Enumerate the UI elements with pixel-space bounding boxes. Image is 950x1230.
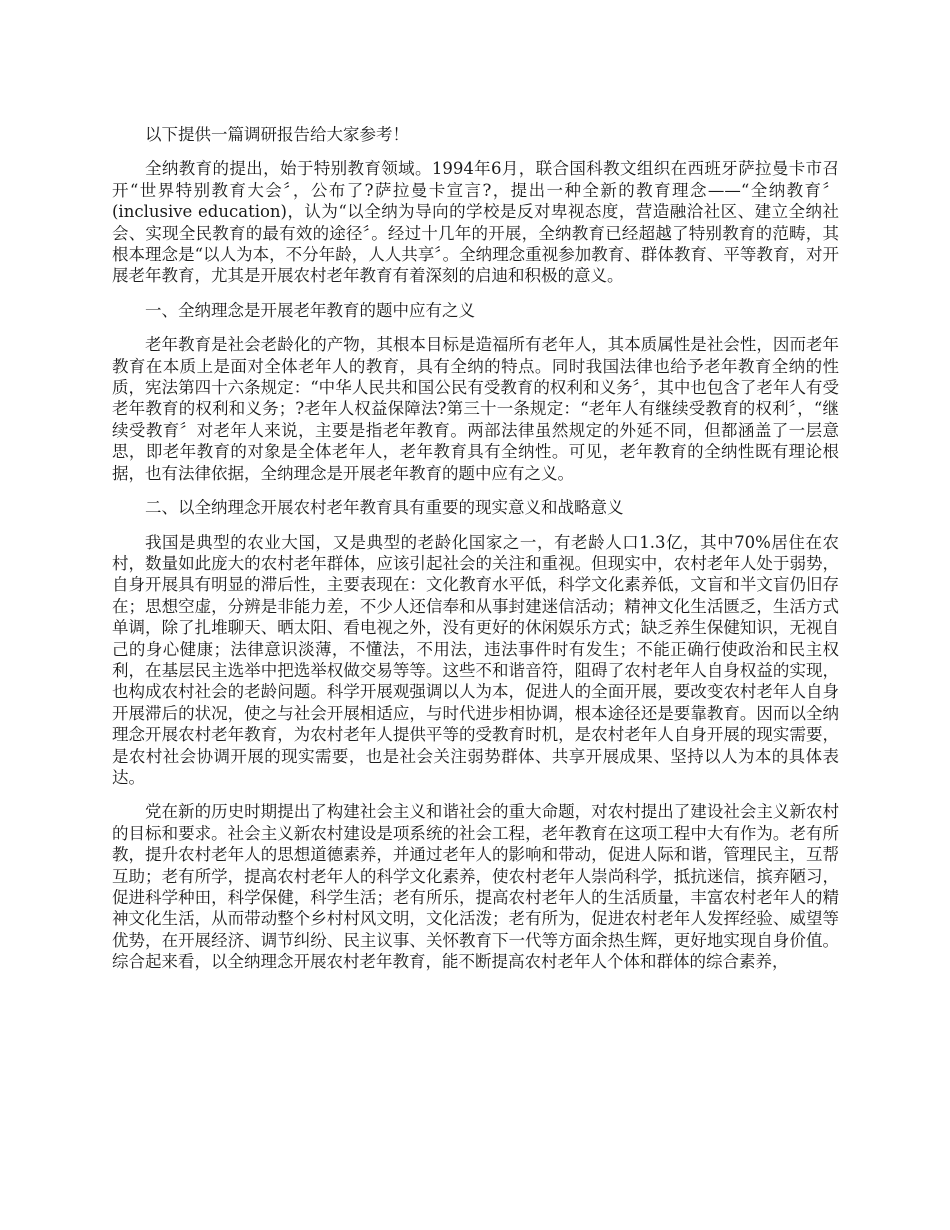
paragraph-elderly-education-nature: 老年教育是社会老龄化的产物，其根本目标是造福所有老年人，其本质属性是社会性，因而老年教育在本质上是面对全体老年人的教育，具有全纳的特点。同时我国法律也给予老年教育全纳的性质，宪法第四十六条规定：“中华人民共和国公民有受教育的权利和义务〞，其中也包含了老年人有受老年教育的权利和义务；?老年人权益保障法?第三十一条规定：“老年人有继续受教育的权利〞，“继续受教育〞对老年人来说，主要是指老年教育。两部法律虽然规定的外延不同，但都涵盖了一层意思，即老年教育的对象是全体老年人，老年教育具有全纳性。可见，老年教育的全纳性既有理论根据，也有法律依据，全纳理念是开展老年教育的题中应有之义。 xyxy=(112,335,839,483)
paragraph-rural-elderly-status: 我国是典型的农业大国，又是典型的老龄化国家之一，有老龄人口1.3亿，其中70%居住在农村，数量如此庞大的农村老年群体，应该引起社会的关注和重视。但现实中，农村老年人处于弱势，自身开展具有明显的滞后性，主要表现在：文化教育水平低，科学文化素养低，文盲和半文盲仍旧存在；思想空虚，分辨是非能力差，不少人还信奉和从事封建迷信活动；精神文化生活匮乏，生活方式单调，除了扎堆聊天、晒太阳、看电视之外，没有更好的休闲娱乐方式；缺乏养生保健知识，无视自己的身心健康；法律意识淡薄，不懂法，不用法，违法事件时有发生；不能正确行使政治和民主权利，在基层民主选举中把选举权做交易等等。这些不和谐音符，阻碍了农村老年人自身权益的实现，也构成农村社会的老龄问题。科学开展观强调以人为本，促进人的全面开展，要改变农村老年人自身开展滞后的状况，使之与社会开展相适应，与时代进步相协调，根本途径还是要靠教育。因而以全纳理念开展农村老年教育，为农村老年人提供平等的受教育时机，是农村老年人自身开展的现实需要，是农村社会协调开展的现实需要，也是社会关注弱势群体、共享开展成果、坚持以人为本的具体表达。 xyxy=(112,532,839,787)
section-heading-2: 二、以全纳理念开展农村老年教育具有重要的现实意义和战略意义 xyxy=(145,498,624,518)
section-heading-1: 一、全纳理念是开展老年教育的题中应有之义 xyxy=(145,300,475,320)
document-body xyxy=(112,124,839,973)
paragraph-new-countryside: 党在新的历史时期提出了构建社会主义和谐社会的重大命题，对农村提出了建设社会主义新农村的目标和要求。社会主义新农村建设是项系统的社会工程，老年教育在这项工程中大有作为。老有所教，提升农村老年人的思想道德素养，并通过老年人的影响和带动，促进人际和谐，管理民主，互帮互助；老有所学，提高农村老年人的科学文化素养，使农村老年人崇尚科学，抵抗迷信，摈弃陋习，促进科学种田，科学保健，科学生活；老有所乐，提高农村老年人的生活质量，丰富农村老年人的精神文化生活，从而带动整个乡村村风文明，文化活泼；老有所为，促进农村老年人发挥经验、威望等优势，在开展经济、调节纠纷、民主议事、关怀教育下一代等方面余热生辉，更好地实现自身价值。综合起来看，以全纳理念开展农村老年教育，能不断提高农村老年人个体和群体的综合素养， xyxy=(112,802,839,972)
paragraph-inclusive-education-origin: 全纳教育的提出，始于特别教育领域。1994年6月，联合国科教文组织在西班牙萨拉曼卡市召开“世界特别教育大会〞，公布了?萨拉曼卡宣言?，提出一种全新的教育理念——“全纳教育〞(inclusive education)，认为“以全纳为导向的学校是反对卑视态度，营造融洽社区、建立全纳社会、实现全民教育的最有效的途径〞。经过十几年的开展，全纳教育已经超越了特别教育的范畴，其根本理念是“以人为本，不分年龄，人人共享〞。全纳理念重视参加教育、群体教育、平等教育，对开展老年教育，尤其是开展农村老年教育有着深刻的启迪和积极的意义。 xyxy=(112,159,839,286)
intro-paragraph: 以下提供一篇调研报告给大家参考！ xyxy=(145,125,409,144)
